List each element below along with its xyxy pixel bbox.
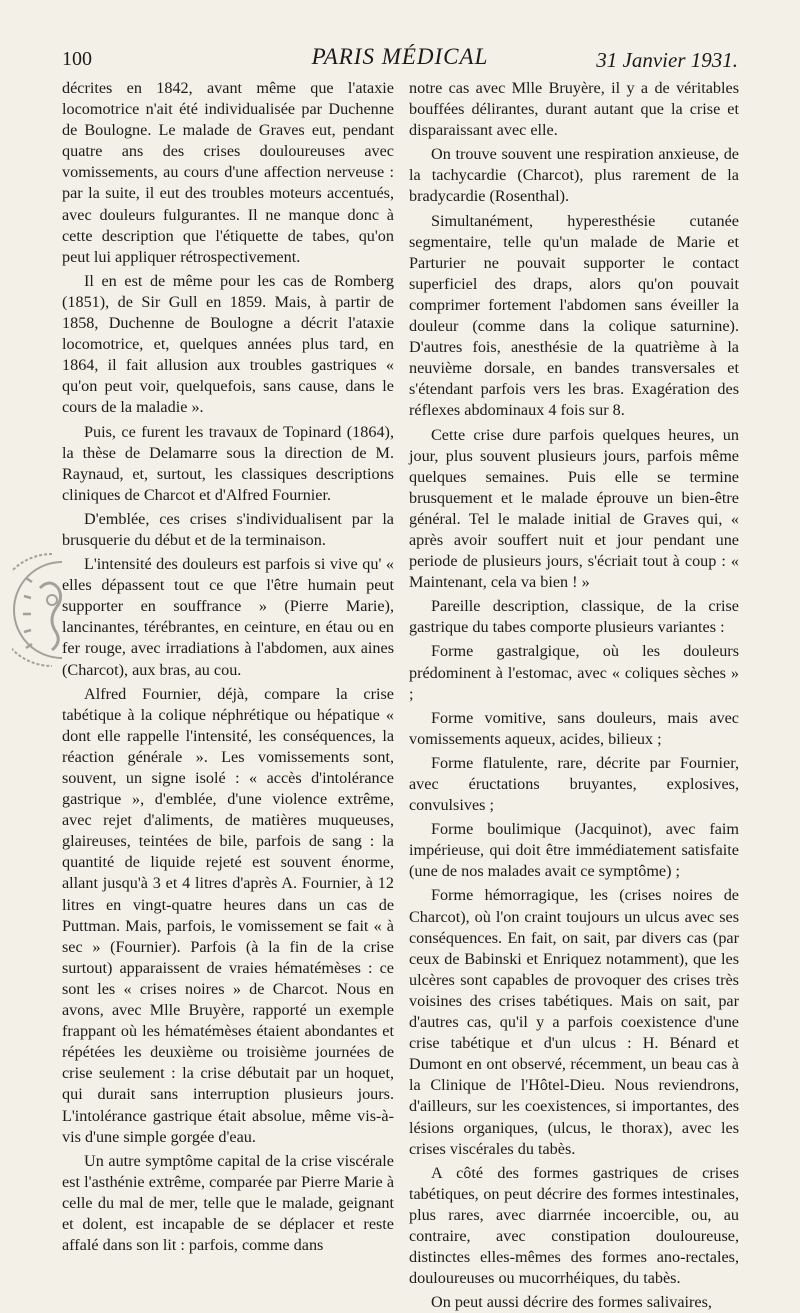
paragraph: Cette crise dure parfois quelques heures, un jour, plus souvent plusieurs jours, parfois même quelques semaines. Puis elle se termine brusquement et le malade éprouve un bien-être général. Tel le malade initial de Graves qui, « après avoir souffert nuit et jour pendant une periode de plusieurs jours, s'écriait tout à coup : « Maintenant, cela va bien ! » — [409, 425, 739, 592]
paragraph: Pareille description, classique, de la crise gastrique du tabes comporte plusieurs variantes : — [409, 597, 739, 637]
paragraph: On peut aussi décrire des formes salivaires, — [431, 1293, 712, 1312]
paragraph: Puis, ce furent les travaux de Topinard (1864), la thèse de Delamarre sous la direction de M. Raynaud, et, surtout, les classiques descriptions cliniques de Charcot et d'Alfred Fournier. — [62, 422, 394, 504]
page-number: 100 — [62, 48, 92, 70]
library-stamp-icon — [12, 548, 78, 672]
paragraph: L'intensité des douleurs est parfois si vive qu' « elles dépassent tout ce que l'être humain peut supporter en souffrance » (Pierre Marie), lancinantes, térébrantes, en ceinture, en étau ou en fer rouge, avec irradiations à l'abdomen, aux aines (Charcot), aux bras, au cou. — [62, 555, 394, 679]
paragraph: notre cas avec Mlle Bruyère, il y a de véritables bouffées délirantes, durant autant que la crise et disparaissant avec elle. — [409, 79, 739, 140]
paragraph: décrites en 1842, avant même que l'ataxie locomotrice n'ait été individualisée par Duchenne de Boulogne. Le malade de Graves eut, pendant quatre ans des crises douloureuses avec vomissements, au cours d'une affection nerveuse : par la suite, il eut des troubles moteurs accentués, avec douleurs fulgurantes. Il ne manque donc à cette description que l'étiquette de tabes, qu'on peut lui appliquer rétrospectivement. — [62, 79, 394, 266]
paragraph: Forme flatulente, rare, décrite par Fournier, avec éructations bruyantes, explosives, convulsives ; — [409, 753, 739, 815]
paragraph: Il en est de même pour les cas de Romberg (1851), de Sir Gull en 1859. Mais, à partir de 1858, Duchenne de Boulogne a décrit l'ataxie locomotrice, et, quelques années plus tard, en 1864, il fait allusion aux troubles gastriques « qu'on peut voir, quelquefois, sans cause, dans le cours de la maladie ». — [62, 271, 394, 417]
issue-date: 31 Janvier 1931. — [596, 48, 738, 72]
paragraph: Un autre symptôme capital de la crise viscérale est l'asthénie extrême, comparée par Pierre Marie à celle du mal de mer, telle que le malade, geignant et dolent, est incapable de se déplacer et reste affalé dans son lit : parfois, comme dans — [62, 1151, 394, 1255]
right-text-column — [409, 78, 739, 1313]
paragraph: Forme vomitive, sans douleurs, mais avec vomissements aqueux, acides, bilieux ; — [409, 708, 739, 748]
paragraph: Forme hémorragique, les (crises noires de Charcot), où l'on craint toujours un ulcus avec ses conséquences. En fait, on sait, par divers cas (par ceux de Babinski et Enriquez notamment), que les ulcères sont capables de provoquer des crises très voisines des crises tabétiques. Mais on sait, par d'autres cas, qu'il y a parfois coexistence d'une crise tabétique et d'un ulcus : H. Bénard et Dumont en ont observé, récemment, un beau cas à la Clinique de l'Hôtel-Dieu. Nous reviendrons, d'ailleurs, sur les coexistences, si importantes, des lésions organiques, (ulcus, le thorax), avec les crises viscérales du tabès. — [409, 886, 739, 1158]
paragraph: Alfred Fournier, déjà, compare la crise tabétique à la colique néphrétique ou hépatique « dont elle rappelle l'intensité, les conséquences, la réaction générale ». Les vomissements sont, souvent, un signe isolé : « accès d'intolérance gastrique », d'emblée, d'une violence extrême, avec rejet d'aliments, de matières muqueuses, glaireuses, teintées de bile, parfois de sang : la quantité de liquide rejeté est souvent énorme, allant jusqu'à 3 et 4 litres d'après A. Fournier, à 12 litres en vingt-quatre heures dans un cas de Puttman. Mais, parfois, le vomissement se fait « à sec » (Fournier). Parfois (à la fin de la crise surtout) apparaissent de vraies hématémèses : ce sont les « crises noires » de Charcot. Nous en avons, avec Mlle Bruyère, rapporté un exemple frappant où les hématémèses étaient abondantes et répétées les deuxième ou troisième journées de crise seulement : la crise débutait par un hoquet, qui durait sans interruption plusieurs jours. L'intolérance gastrique était absolue, même vis-à-vis d'une simple gorgée d'eau. — [62, 684, 394, 1146]
paragraph: A côté des formes gastriques de crises tabétiques, on peut décrire des formes intestinales, plus rares, avec diarrnée incoercible, ou, au contraire, avec constipation douloureuse, distinctes elles-mêmes des formes ano-rectales, douloureuses ou mucorrhéiques, du tabès. — [409, 1163, 739, 1288]
paragraph: Forme gastralgique, où les douleurs prédominent à l'estomac, avec « coliques sèches » ; — [409, 642, 739, 703]
left-text-column — [62, 78, 394, 1256]
running-header — [62, 44, 738, 74]
paragraph: D'emblée, ces crises s'individualisent par la brusquerie du début et de la terminaison. — [62, 509, 394, 549]
paragraph: Forme boulimique (Jacquinot), avec faim impérieuse, qui doit être immédiatement satisfaite (une de nos malades avait ce symptôme) ; — [409, 820, 739, 881]
journal-title: PARIS MÉDICAL — [311, 44, 489, 69]
paragraph: On trouve souvent une respiration anxieuse, de la tachycardie (Charcot), plus rarement de la bradycardie (Rosenthal). — [409, 145, 739, 206]
paragraph: Simultanément, hyperesthésie cutanée segmentaire, telle qu'un malade de Marie et Parturier ne pouvait supporter le contact superficiel des draps, alors qu'on pouvait comprimer fortement l'abdomen sans éveiller la douleur (comme dans la colique saturnine). D'autres fois, anesthésie de la quatrième à la neuvième dorsale, en bandes transversales et s'étendant parfois vers les bras. Exagération des réflexes abdominaux 4 fois sur 8. — [409, 211, 739, 420]
